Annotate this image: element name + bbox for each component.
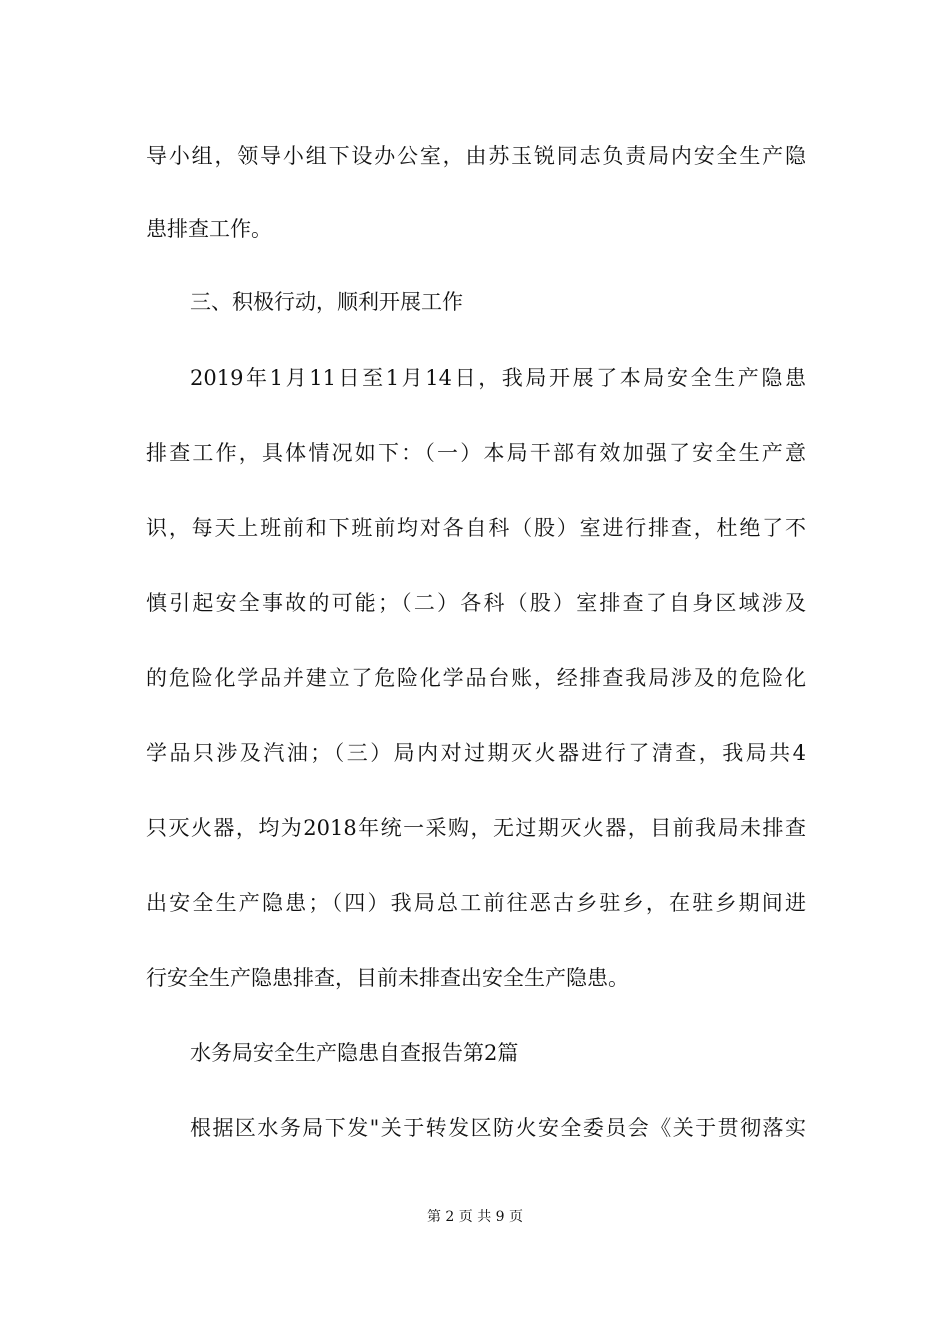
text-line: 患排查工作。 <box>146 217 272 241</box>
section-heading: 三、积极行动，顺利开展工作 <box>190 290 463 314</box>
text-line: 排查工作，具体情况如下：（一）本局干部有效加强了安全生产意 <box>146 441 806 465</box>
text-line: 行安全生产隐患排查，目前未排查出安全生产隐患。 <box>146 966 629 990</box>
text-line: 导小组，领导小组下设办公室，由苏玉锐同志负责局内安全生产隐 <box>146 144 806 168</box>
text-line: 的危险化学品并建立了危险化学品台账，经排查我局涉及的危险化 <box>146 666 806 690</box>
text-line: 识，每天上班前和下班前均对各自科（股）室进行排查，杜绝了不 <box>146 516 806 540</box>
text-line: 慎引起安全事故的可能；（二）各科（股）室排查了自身区域涉及 <box>146 591 806 615</box>
text-line: 只灭火器，均为2018年统一采购，无过期灭火器，目前我局未排查 <box>146 816 806 840</box>
text-line: 学品只涉及汽油；（三）局内对过期灭火器进行了清查，我局共4 <box>146 741 806 765</box>
text-line: 2019年1月11日至1月14日，我局开展了本局安全生产隐患 <box>190 366 806 390</box>
page-number: 第 2 页 共 9 页 <box>426 1209 524 1225</box>
section-heading: 水务局安全生产隐患自查报告第2篇 <box>190 1041 519 1065</box>
text-line: 出安全生产隐患；（四）我局总工前往恶古乡驻乡，在驻乡期间进 <box>146 891 806 915</box>
text-line: 根据区水务局下发"关于转发区防火安全委员会《关于贯彻落实 <box>190 1116 806 1140</box>
